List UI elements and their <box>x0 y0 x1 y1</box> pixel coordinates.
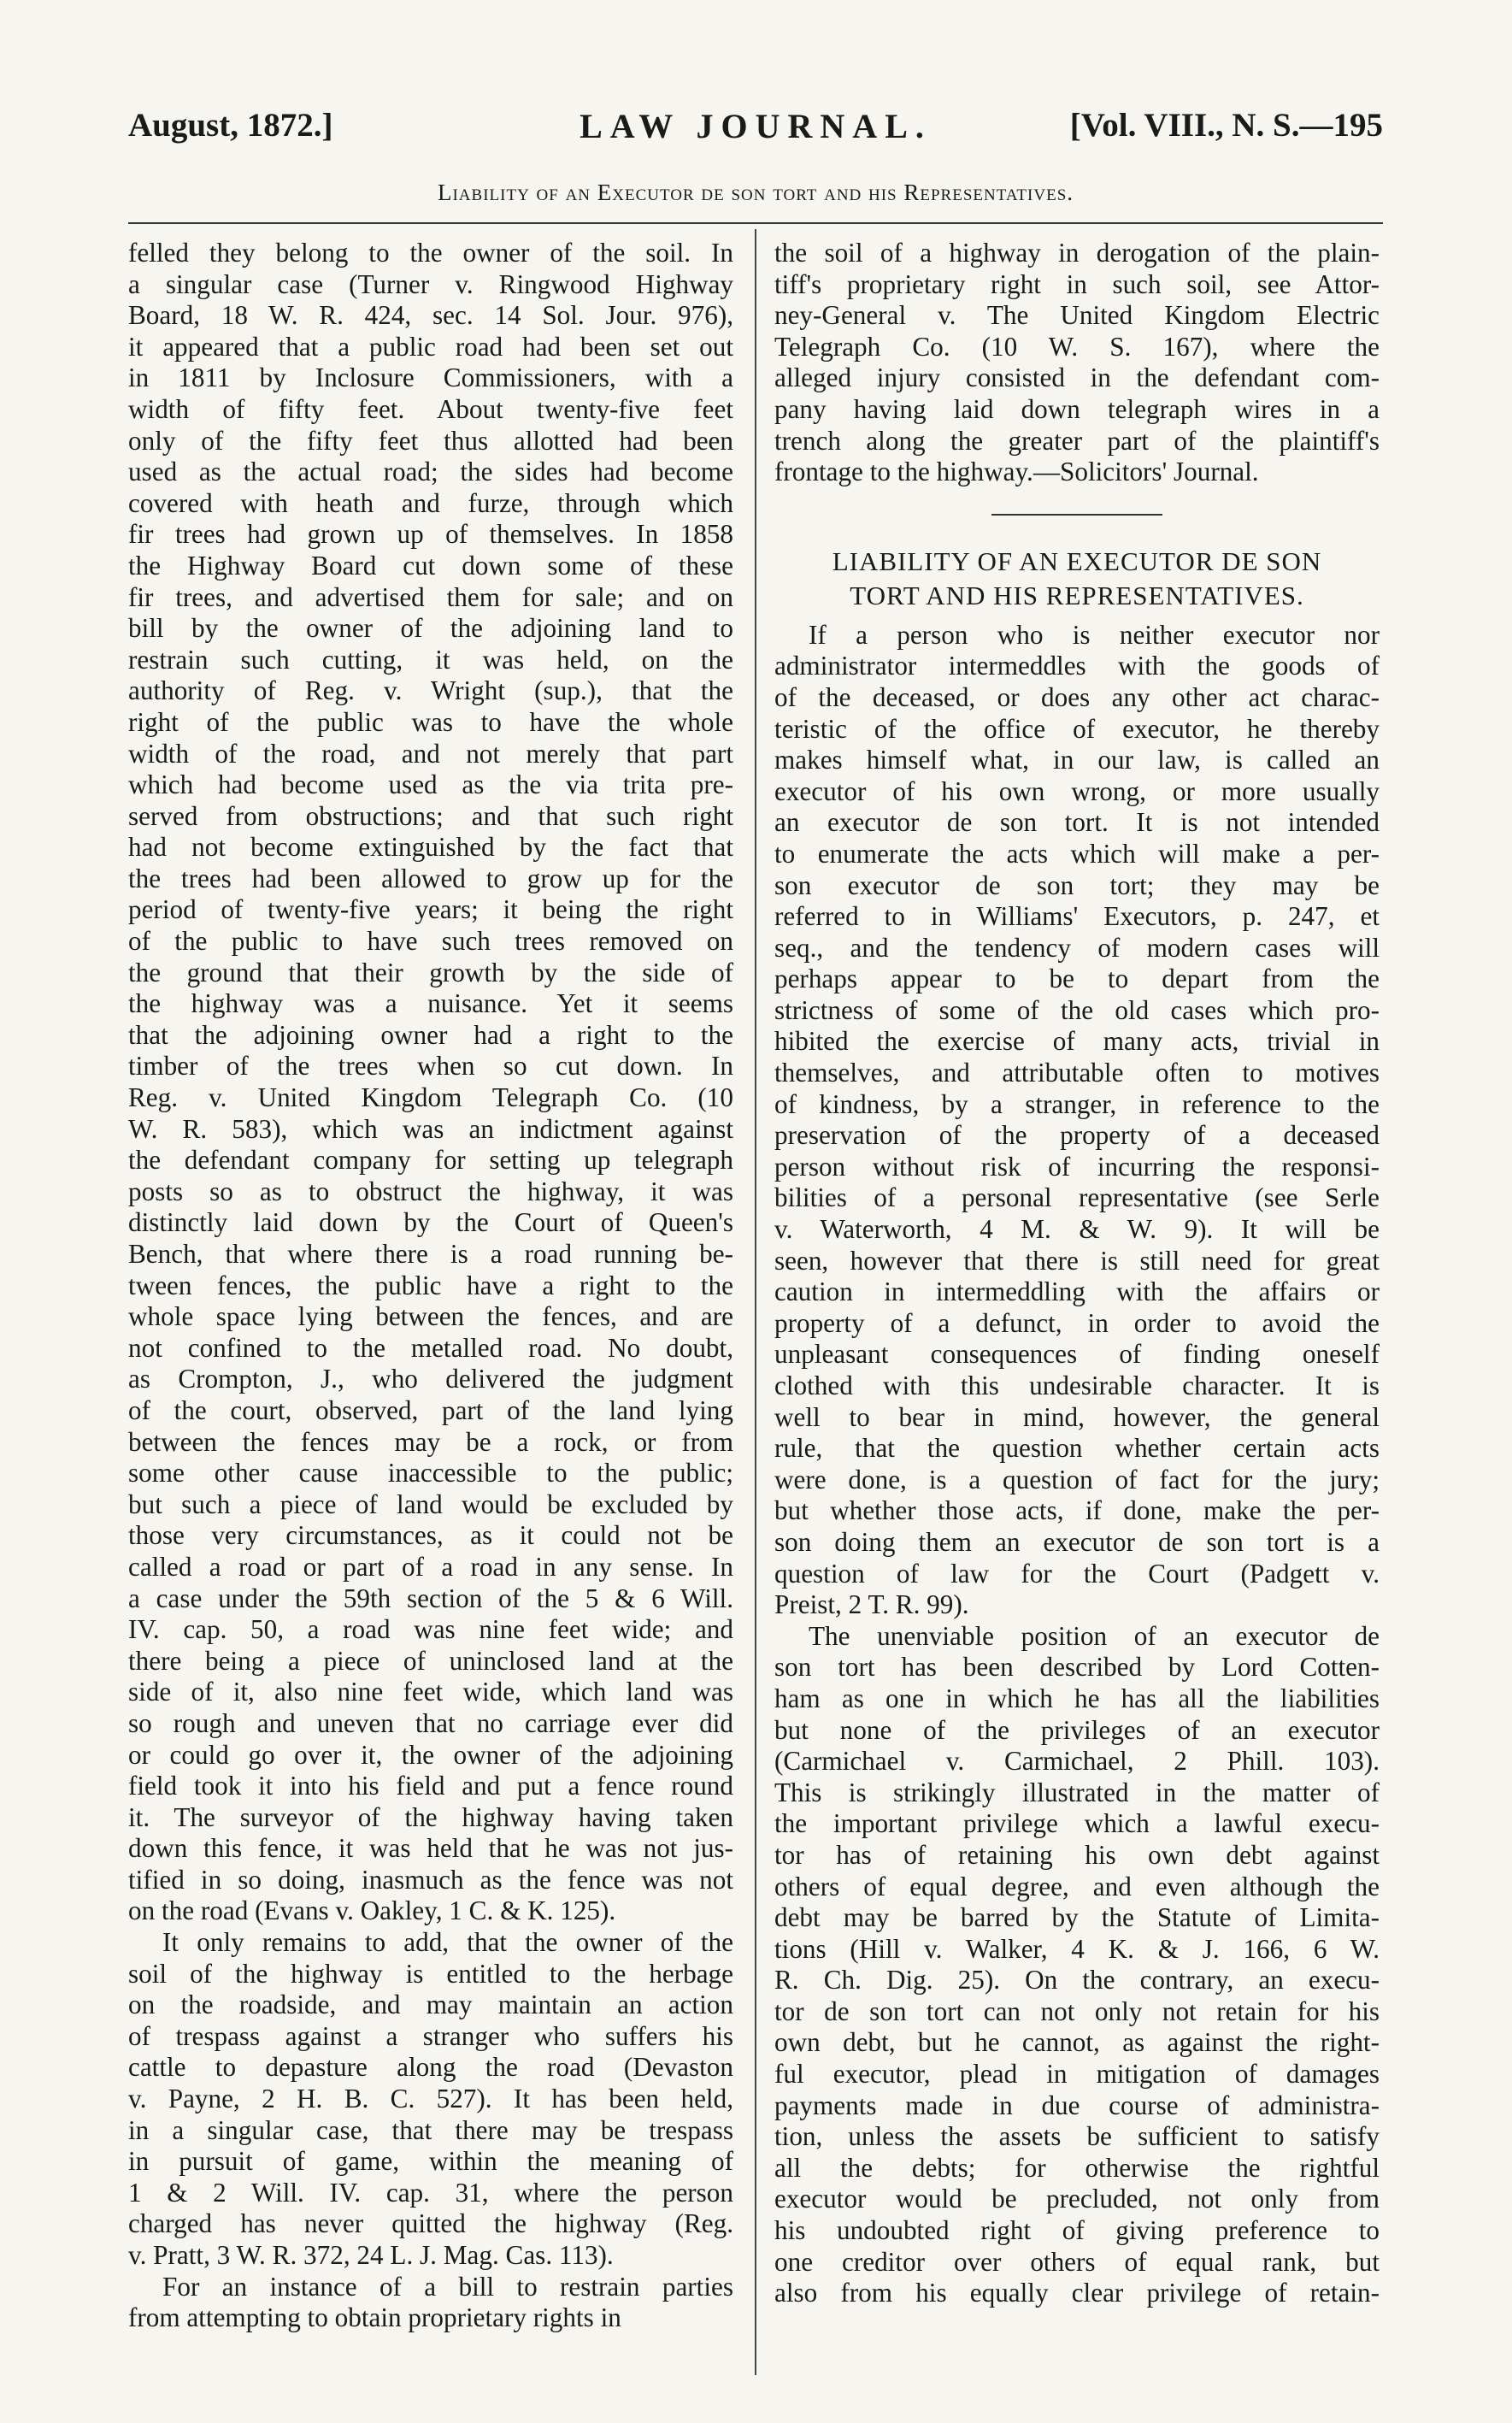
text-line: ney-General v. The United Kingdom Electric <box>774 300 1380 331</box>
text-line: posts so as to obstruct the highway, it was <box>128 1176 733 1206</box>
text-line: of trespass against a stranger who suffers his <box>128 2020 733 2051</box>
text-line: If a person who is neither executor nor <box>809 619 1380 650</box>
article-title-line-1: LIABILITY OF AN EXECUTOR DE SON <box>832 545 1322 576</box>
text-line: son executor de son tort; they may be <box>774 870 1380 900</box>
text-line: felled they belong to the owner of the soil. In <box>128 238 733 268</box>
text-line: the ground that their growth by the side of <box>128 957 733 987</box>
text-line: own debt, but he cannot, as against the right- <box>774 2027 1380 2058</box>
text-line: the highway was a nuisance. Yet it seems <box>128 988 733 1019</box>
text-line: his undoubted right of giving preference to <box>774 2215 1380 2246</box>
text-line: or could go over it, the owner of the adjoining <box>128 1739 733 1770</box>
text-line: Bench, that where there is a road running be- <box>128 1239 733 1269</box>
text-line: frontage to the highway.—Solicitors' Journal. <box>774 457 1259 487</box>
text-line: IV. cap. 50, a road was nine feet wide; and <box>128 1614 733 1645</box>
text-line: charged has never quitted the highway (Reg. <box>128 2208 733 2239</box>
text-line: tor de son tort can not only not retain for his <box>774 1996 1380 2026</box>
text-line: a case under the 59th section of the 5 & 6 Will. <box>128 1583 733 1613</box>
journal-title: LAW JOURNAL. <box>580 107 932 145</box>
text-line: tions (Hill v. Walker, 4 K. & J. 166, 6 W. <box>774 1933 1380 1964</box>
text-line: but whether those acts, if done, make the per- <box>774 1495 1380 1526</box>
text-line: R. Ch. Dig. 25). On the contrary, an execu- <box>774 1965 1380 1996</box>
text-line: an executor de son tort. It is not intended <box>774 807 1380 838</box>
text-line: son doing them an executor de son tort is a <box>774 1526 1380 1557</box>
text-line: property of a defunct, in order to avoid the <box>774 1307 1380 1338</box>
text-line: only of the fifty feet thus allotted had been <box>128 425 733 456</box>
text-line: makes himself what, in our law, is called an <box>774 745 1380 775</box>
text-line: fir trees, and advertised them for sale; and on <box>128 581 733 612</box>
text-line: alleged injury consisted in the defendant com- <box>774 363 1380 393</box>
text-line: Telegraph Co. (10 W. S. 167), where the <box>774 331 1380 362</box>
text-line: so rough and uneven that no carriage ever did <box>128 1707 733 1738</box>
text-line: those very circumstances, as it could not be <box>128 1520 733 1551</box>
text-line: seq., and the tendency of modern cases will <box>774 932 1380 963</box>
text-line: trench along the greater part of the plaintiff's <box>774 425 1380 456</box>
text-line: soil of the highway is entitled to the herbage <box>128 1958 733 1989</box>
text-line: bill by the owner of the adjoining land to <box>128 613 733 644</box>
text-line: referred to in Williams' Executors, p. 247, et <box>774 901 1380 932</box>
text-line: field took it into his field and put a fence round <box>128 1771 733 1801</box>
text-line: covered with heath and furze, through which <box>128 487 733 518</box>
text-line: executor would be precluded, not only from <box>774 2184 1380 2214</box>
text-line: of kindness, by a stranger, in reference to the <box>774 1088 1380 1119</box>
text-line: of the public to have such trees removed on <box>128 926 733 957</box>
text-line: the trees had been allowed to grow up for the <box>128 863 733 893</box>
text-line: in a singular case, that there may be trespass <box>128 2114 733 2145</box>
text-line: others of equal degree, and even although the <box>774 1871 1380 1901</box>
text-line: Board, 18 W. R. 424, sec. 14 Sol. Jour. 976), <box>128 300 733 331</box>
text-line: seen, however that there is still need for great <box>774 1245 1380 1276</box>
text-line: side of it, also nine feet wide, which land was <box>128 1677 733 1707</box>
text-line: cattle to depasture along the road (Devaston <box>128 2052 733 2083</box>
text-line: well to bear in mind, however, the general <box>774 1401 1380 1432</box>
text-line: a singular case (Turner v. Ringwood Highway <box>128 268 733 299</box>
text-line: restrain such cutting, it was held, on the <box>128 644 733 675</box>
text-line: which had become used as the via trita pre- <box>128 769 733 800</box>
text-line: one creditor over others of equal rank, but <box>774 2246 1380 2277</box>
text-line: there being a piece of uninclosed land at the <box>128 1645 733 1676</box>
text-line: used as the actual road; the sides had become <box>128 457 733 487</box>
text-line: it. The surveyor of the highway having taken <box>128 1801 733 1832</box>
text-line: preservation of the property of a deceased <box>774 1120 1380 1151</box>
text-line: all the debts; for otherwise the rightful <box>774 2152 1380 2183</box>
text-line: rule, that the question whether certain acts <box>774 1433 1380 1464</box>
page-header <box>128 106 1383 147</box>
text-line: not confined to the metalled road. No doubt, <box>128 1332 733 1363</box>
text-line: that the adjoining owner had a right to the <box>128 1019 733 1050</box>
left-column <box>128 238 733 2334</box>
text-line: tified in so doing, inasmuch as the fence was not <box>128 1864 733 1895</box>
text-line: in 1811 by Inclosure Commissioners, with a <box>128 363 733 393</box>
volume-page: [Vol. VIII., N. S.—195 <box>1069 107 1383 144</box>
text-line: period of twenty-five years; it being the right <box>128 894 733 925</box>
header-rule <box>128 222 1383 224</box>
text-line: distinctly laid down by the Court of Queen's <box>128 1207 733 1238</box>
text-line: the defendant company for setting up telegraph <box>128 1145 733 1176</box>
text-line: of the court, observed, part of the land lying <box>128 1394 733 1425</box>
text-line: ful executor, plead in mitigation of damages <box>774 2059 1380 2090</box>
text-line: but such a piece of land would be excluded by <box>128 1489 733 1519</box>
text-line: son tort has been described by Lord Cotten- <box>774 1652 1380 1683</box>
text-line: Preist, 2 T. R. 99). <box>774 1589 969 1620</box>
text-line: to enumerate the acts which will make a per- <box>774 838 1380 869</box>
text-line: between the fences may be a rock, or from <box>128 1426 733 1457</box>
right-column <box>774 238 1380 2309</box>
text-line: tion, unless the assets be sufficient to satisfy <box>774 2121 1380 2152</box>
text-line: caution in intermeddling with the affairs or <box>774 1276 1380 1307</box>
text-line: pany having laid down telegraph wires in a <box>774 393 1380 424</box>
text-line: had not become extinguished by the fact that <box>128 832 733 863</box>
text-line: were done, is a question of fact for the jury; <box>774 1464 1380 1494</box>
text-line: The unenviable position of an executor de <box>809 1620 1380 1651</box>
text-line: bilities of a personal representative (see Serle <box>774 1182 1380 1213</box>
text-line: This is strikingly illustrated in the matter of <box>774 1777 1380 1807</box>
text-line: tween fences, the public have a right to the <box>128 1270 733 1300</box>
text-line: person without risk of incurring the responsi- <box>774 1151 1380 1182</box>
text-line: themselves, and attributable often to motives <box>774 1058 1380 1088</box>
text-line: W. R. 583), which was an indictment against <box>128 1113 733 1144</box>
text-line: whole space lying between the fences, and are <box>128 1301 733 1332</box>
text-line: For an instance of a bill to restrain parties <box>162 2271 733 2302</box>
text-line: fir trees had grown up of themselves. In 1858 <box>128 519 733 550</box>
text-line: width of the road, and not merely that part <box>128 738 733 769</box>
text-line: timber of the trees when so cut down. In <box>128 1051 733 1082</box>
article-body <box>774 620 1380 2309</box>
text-line: Reg. v. United Kingdom Telegraph Co. (10 <box>128 1082 733 1113</box>
text-line: on the road (Evans v. Oakley, 1 C. & K. 125). <box>128 1895 616 1926</box>
article-title <box>774 545 1380 613</box>
text-line: of the deceased, or does any other act charac- <box>774 681 1380 712</box>
text-line: it appeared that a public road had been set out <box>128 331 733 362</box>
text-line: but none of the privileges of an executor <box>774 1714 1380 1745</box>
text-line: teristic of the office of executor, he thereby <box>774 713 1380 744</box>
text-line: v. Payne, 2 H. B. C. 527). It has been held, <box>128 2084 733 2114</box>
text-line: the Highway Board cut down some of these <box>128 550 733 581</box>
text-line: also from his equally clear privilege of retain- <box>774 2278 1380 2308</box>
text-line: from attempting to obtain proprietary rights in <box>128 2302 621 2333</box>
text-line: served from obstructions; and that such right <box>128 800 733 831</box>
text-line: v. Pratt, 3 W. R. 372, 24 L. J. Mag. Cas. 113). <box>128 2240 614 2270</box>
article-title-line-2: TORT AND HIS REPRESENTATIVES. <box>850 580 1304 610</box>
text-line: strictness of some of the old cases which pro- <box>774 994 1380 1025</box>
text-line: tiff's proprietary right in such soil, see Attor- <box>774 268 1380 299</box>
text-line: executor of his own wrong, or more usually <box>774 775 1380 806</box>
text-line: hibited the exercise of many acts, trivial in <box>774 1026 1380 1057</box>
article-separator-rule <box>991 514 1162 516</box>
right-column-continuation <box>774 238 1380 488</box>
issue-date: August, 1872.] <box>128 107 333 144</box>
text-line: on the roadside, and may maintain an action <box>128 1990 733 2020</box>
text-line: unpleasant consequences of finding oneself <box>774 1339 1380 1370</box>
text-line: called a road or part of a road in any sense. In <box>128 1551 733 1582</box>
text-line: down this fence, it was held that he was not jus- <box>128 1833 733 1864</box>
text-line: perhaps appear to be to depart from the <box>774 964 1380 994</box>
text-line: the soil of a highway in derogation of the plain- <box>774 238 1380 268</box>
text-line: right of the public was to have the whole <box>128 706 733 737</box>
text-line: as Crompton, J., who delivered the judgment <box>128 1364 733 1394</box>
text-line: payments made in due course of administra- <box>774 2090 1380 2120</box>
text-line: (Carmichael v. Carmichael, 2 Phill. 103). <box>774 1746 1380 1777</box>
text-line: It only remains to add, that the owner of the <box>162 1927 733 1958</box>
text-line: ham as one in which he has all the liabilities <box>774 1683 1380 1713</box>
running-title: Liability of an Executor de son tort and his Representatives. <box>437 180 1074 205</box>
column-divider <box>755 229 756 2375</box>
text-line: in pursuit of game, within the meaning of <box>128 2146 733 2177</box>
text-line: administrator intermeddles with the goods of <box>774 651 1380 681</box>
text-line: some other cause inaccessible to the public; <box>128 1458 733 1489</box>
text-line: question of law for the Court (Padgett v. <box>774 1558 1380 1589</box>
text-line: authority of Reg. v. Wright (sup.), that the <box>128 675 733 706</box>
text-line: 1 & 2 Will. IV. cap. 31, where the person <box>128 2177 733 2208</box>
text-line: the important privilege which a lawful execu- <box>774 1808 1380 1839</box>
text-line: width of fifty feet. About twenty-five feet <box>128 393 733 424</box>
text-line: tor has of retaining his own debt against <box>774 1839 1380 1870</box>
text-line: v. Waterworth, 4 M. & W. 9). It will be <box>774 1214 1380 1245</box>
text-line: debt may be barred by the Statute of Limita- <box>774 1902 1380 1933</box>
text-line: clothed with this undesirable character. It is <box>774 1371 1380 1400</box>
